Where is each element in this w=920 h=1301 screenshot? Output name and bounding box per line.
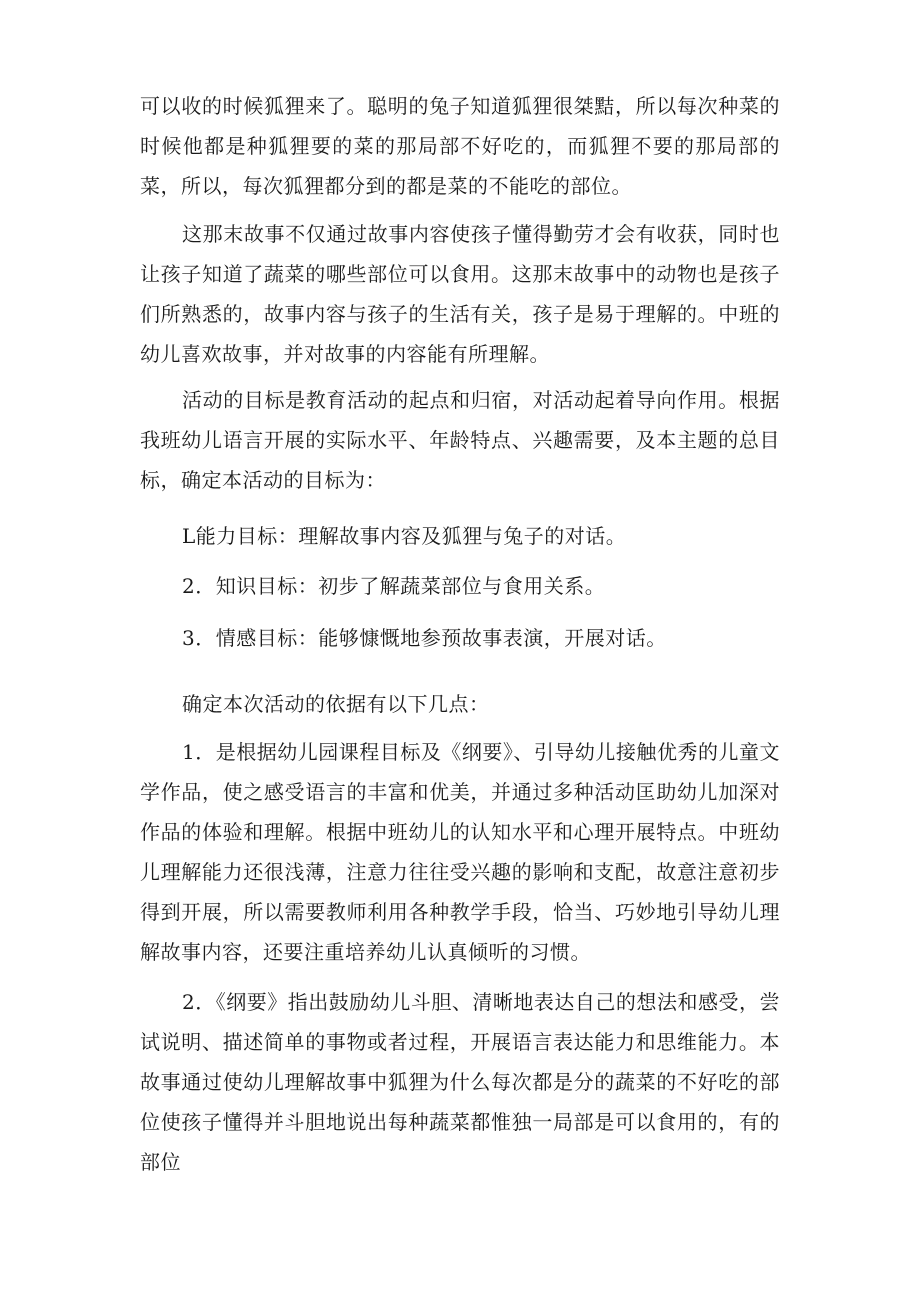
basis-point-1: 1．是根据幼儿园课程目标及《纲要》、引导幼儿接触优秀的儿童文学作品，使之感受语言的丰富和优美，并通过多种活动匡助幼儿加深对作品的体验和理解。根据中班幼儿的认知水平和心理开展特点。中班幼儿理解能力还很浅薄，注意力往往受兴趣的影响和支配，故意注意初步得到开展，所以需要教师利用各种教学手段，恰当、巧妙地引导幼儿理解故事内容，还要注重培养幼儿认真倾听的习惯。 <box>140 740 780 964</box>
basis-intro: 确定本次活动的依据有以下几点： <box>182 692 490 716</box>
paragraph-activity-goal-intro: 活动的目标是教育活动的起点和归宿，对活动起着导向作用。根据我班幼儿语言开展的实际水平、年龄特点、兴趣需要，及本主题的总目标，确定本活动的目标为： <box>140 388 780 492</box>
paragraph-story-end: 可以收的时候狐狸来了。聪明的兔子知道狐狸很桀黠，所以每次种菜的时候他都是种狐狸要的菜的那局部不好吃的，而狐狸不要的那局部的菜，所以，每次狐狸都分到的都是菜的不能吃的部位。 <box>140 94 780 198</box>
goal-knowledge: 2．知识目标：初步了解蔬菜部位与食用关系。 <box>182 574 606 598</box>
paragraph-story-analysis: 这那末故事不仅通过故事内容使孩子懂得勤劳才会有收获，同时也让孩子知道了蔬菜的哪些部位可以食用。这那末故事中的动物也是孩子们所熟悉的，故事内容与孩子的生活有关，孩子是易于理解的。中班的幼儿喜欢故事，并对故事的内容能有所理解。 <box>140 222 780 366</box>
goal-emotion: 3．情感目标：能够慷慨地参预故事表演，开展对话。 <box>182 626 667 650</box>
goal-ability: L能力目标：理解故事内容及狐狸与兔子的对话。 <box>182 524 627 548</box>
basis-point-2: 2．《纲要》指出鼓励幼儿斗胆、清晰地表达自己的想法和感受，尝试说明、描述简单的事物或者过程，开展语言表达能力和思维能力。本故事通过使幼儿理解故事中狐狸为什么每次都是分的蔬菜的不好吃的部位使孩子懂得并斗胆地说出每种蔬菜都惟独一局部是可以食用的，有的部位 <box>140 990 780 1174</box>
